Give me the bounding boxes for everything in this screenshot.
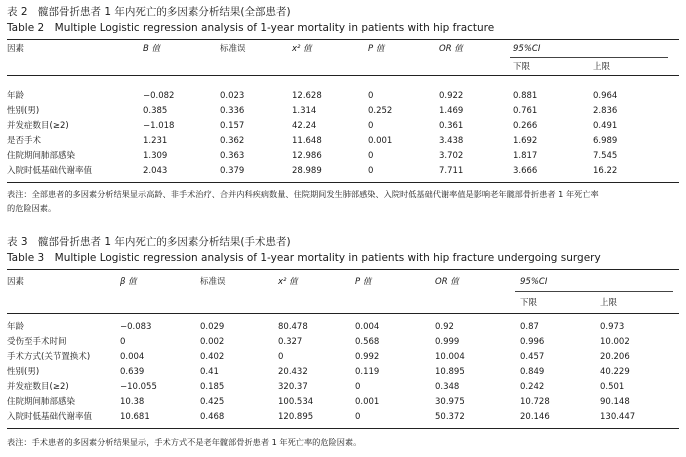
table-3-title-en: Table 3 Multiple Logistic regression analysis of 1-year mortality in patients with hip fracture undergoing surgery — [7, 252, 601, 264]
table-3-title-cn: 表 3 髋部骨折患者 1 年内死亡的多因素分析结果(手术患者) — [7, 236, 291, 248]
table-3-row-6-or: 30.975 — [435, 397, 465, 407]
table-3-row-6-se: 0.425 — [200, 397, 225, 407]
table-3-top-rule — [7, 269, 679, 270]
table-3-row-1-chi: 80.478 — [278, 322, 308, 332]
table-2-note-line-1: 表注：全部患者的多因素分析结果显示高龄、非手术治疗、合并内科疾病数量、住院期间发生肺部感染、入院时低基础代谢率值是影响老年髋部骨折患者 1 年死亡率 — [7, 189, 599, 199]
table-3-row-4-b: 0.639 — [120, 367, 145, 377]
table-2-row-5-p: 0 — [368, 151, 374, 161]
table-2-row-1-p: 0 — [368, 91, 374, 101]
table-2-row-3-se: 0.157 — [220, 121, 245, 131]
table-2-row-3-upper: 0.491 — [593, 121, 618, 131]
table-3-row-7-factor: 入院时低基础代谢率值 — [7, 412, 93, 422]
table-3-row-7-b: 10.681 — [120, 412, 150, 422]
table-2-header-b: B 值 — [143, 44, 161, 54]
table-3-row-6-lower: 10.728 — [520, 397, 550, 407]
table-3-row-2-b: 0 — [120, 337, 126, 347]
table-3-row-3-upper: 20.206 — [600, 352, 630, 362]
table-2 — [7, 6, 679, 218]
table-3-row-3-or: 10.004 — [435, 352, 465, 362]
table-3-row-5-chi: 320.37 — [278, 382, 308, 392]
table-2-header-p: P 值 — [368, 44, 385, 54]
table-3-header-or: OR 值 — [435, 277, 459, 287]
table-2-row-2-upper: 2.836 — [593, 106, 618, 116]
table-2-ci-rule — [510, 57, 668, 58]
table-3-header-se: 标准误 — [200, 277, 226, 287]
table-2-row-5-factor: 住院期间肺部感染 — [7, 151, 76, 161]
table-3-header-ci: 95%CI — [520, 277, 548, 287]
table-2-note-line-2: 的危险因素。 — [7, 203, 57, 213]
table-2-row-4-upper: 6.989 — [593, 136, 618, 146]
table-3-row-4-lower: 0.849 — [520, 367, 545, 377]
table-3-row-5-p: 0 — [355, 382, 361, 392]
table-3-row-1-p: 0.004 — [355, 322, 380, 332]
table-3-row-5-se: 0.185 — [200, 382, 225, 392]
table-3-row-4-upper: 40.229 — [600, 367, 630, 377]
table-2-row-4-p: 0.001 — [368, 136, 393, 146]
table-3-row-3-p: 0.992 — [355, 352, 380, 362]
table-3-row-7-or: 50.372 — [435, 412, 465, 422]
table-3-header-p: P 值 — [355, 277, 372, 287]
table-3-row-7-se: 0.468 — [200, 412, 225, 422]
table-2-row-2-lower: 0.761 — [513, 106, 538, 116]
table-2-header-lower: 下限 — [513, 62, 531, 72]
table-3-row-7-lower: 20.146 — [520, 412, 550, 422]
table-2-header-factor: 因素 — [7, 44, 25, 54]
table-2-row-6-factor: 入院时低基础代谢率值 — [7, 166, 93, 176]
table-2-row-3-factor: 并发症数目(≥2) — [7, 121, 69, 131]
table-2-row-6-upper: 16.22 — [593, 166, 618, 176]
table-3-row-5-upper: 0.501 — [600, 382, 625, 392]
table-3-row-3-chi: 0 — [278, 352, 284, 362]
table-2-top-rule — [7, 39, 679, 40]
table-3-header-chi: x² 值 — [278, 277, 298, 287]
table-3-row-5-or: 0.348 — [435, 382, 460, 392]
table-3-row-1-se: 0.029 — [200, 322, 225, 332]
table-3-row-7-chi: 120.895 — [278, 412, 314, 422]
table-3-row-4-se: 0.41 — [200, 367, 219, 377]
table-3-row-7-p: 0 — [355, 412, 361, 422]
table-2-row-2-chi: 1.314 — [292, 106, 317, 116]
table-2-row-6-b: 2.043 — [143, 166, 168, 176]
table-2-row-6-chi: 28.989 — [292, 166, 322, 176]
table-3-row-2-se: 0.002 — [200, 337, 225, 347]
table-3-row-5-lower: 0.242 — [520, 382, 545, 392]
table-3-row-2-p: 0.568 — [355, 337, 380, 347]
table-2-header-se: 标准误 — [220, 44, 246, 54]
table-3-row-3-factor: 手术方式(关节置换术) — [7, 352, 91, 362]
table-2-row-3-or: 0.361 — [439, 121, 464, 131]
table-2-row-5-b: 1.309 — [143, 151, 168, 161]
table-2-row-2-se: 0.336 — [220, 106, 245, 116]
table-3-row-2-chi: 0.327 — [278, 337, 303, 347]
table-3-note-line-1: 表注：手术患者的多因素分析结果显示，手术方式不是老年髋部骨折患者 1 年死亡率的危险因素。 — [7, 437, 362, 447]
table-3-row-1-factor: 年龄 — [7, 322, 25, 332]
table-3-header-b: β 值 — [120, 277, 137, 287]
table-2-row-2-factor: 性别(男) — [7, 106, 40, 116]
table-3-row-1-upper: 0.973 — [600, 322, 625, 332]
table-2-header-chi: x² 值 — [292, 44, 312, 54]
table-3-header-factor: 因素 — [7, 277, 25, 287]
table-3-row-6-factor: 住院期间肺部感染 — [7, 397, 76, 407]
table-3-row-1-or: 0.92 — [435, 322, 454, 332]
table-2-row-4-b: 1.231 — [143, 136, 168, 146]
table-3-bottom-rule — [7, 428, 679, 429]
table-2-row-3-chi: 42.24 — [292, 121, 317, 131]
table-2-row-6-lower: 3.666 — [513, 166, 538, 176]
table-3-row-1-lower: 0.87 — [520, 322, 539, 332]
table-2-row-1-se: 0.023 — [220, 91, 245, 101]
table-3 — [7, 236, 679, 454]
table-2-row-1-or: 0.922 — [439, 91, 464, 101]
table-3-header-upper: 上限 — [600, 298, 618, 308]
table-3-row-6-upper: 90.148 — [600, 397, 630, 407]
table-3-row-5-b: −10.055 — [120, 382, 157, 392]
table-2-row-5-or: 3.702 — [439, 151, 464, 161]
table-2-row-4-chi: 11.648 — [292, 136, 322, 146]
table-3-row-3-se: 0.402 — [200, 352, 225, 362]
table-3-row-3-b: 0.004 — [120, 352, 145, 362]
table-3-row-5-factor: 并发症数目(≥2) — [7, 382, 69, 392]
table-2-header-upper: 上限 — [593, 62, 611, 72]
table-2-title-cn: 表 2 髋部骨折患者 1 年内死亡的多因素分析结果(全部患者) — [7, 6, 291, 18]
table-2-header-or: OR 值 — [439, 44, 463, 54]
table-2-row-1-lower: 0.881 — [513, 91, 538, 101]
table-2-row-2-b: 0.385 — [143, 106, 168, 116]
table-3-row-4-p: 0.119 — [355, 367, 380, 377]
table-2-row-4-or: 3.438 — [439, 136, 464, 146]
table-3-ci-rule — [515, 291, 673, 292]
table-3-row-6-chi: 100.534 — [278, 397, 314, 407]
table-2-row-4-se: 0.362 — [220, 136, 245, 146]
table-2-row-5-lower: 1.817 — [513, 151, 538, 161]
table-2-row-4-factor: 是否手术 — [7, 136, 42, 146]
table-3-note — [7, 435, 679, 449]
table-2-row-2-or: 1.469 — [439, 106, 464, 116]
table-2-row-3-b: −1.018 — [143, 121, 175, 131]
table-2-row-6-p: 0 — [368, 166, 374, 176]
table-2-header-ci: 95%CI — [513, 44, 541, 54]
table-3-row-2-lower: 0.996 — [520, 337, 545, 347]
table-2-header-rule — [7, 75, 679, 76]
table-3-row-7-upper: 130.447 — [600, 412, 636, 422]
table-2-note — [7, 187, 679, 215]
table-2-row-5-se: 0.363 — [220, 151, 245, 161]
table-2-row-4-lower: 1.692 — [513, 136, 538, 146]
table-3-row-4-chi: 20.432 — [278, 367, 308, 377]
table-2-row-6-se: 0.379 — [220, 166, 245, 176]
table-2-row-2-p: 0.252 — [368, 106, 393, 116]
table-2-title-en: Table 2 Multiple Logistic regression analysis of 1-year mortality in patients with hip fracture — [7, 22, 495, 34]
table-3-row-1-b: −0.083 — [120, 322, 152, 332]
table-3-row-6-b: 10.38 — [120, 397, 145, 407]
table-2-row-3-p: 0 — [368, 121, 374, 131]
table-3-header-lower: 下限 — [520, 298, 538, 308]
table-2-row-1-factor: 年龄 — [7, 91, 25, 101]
table-2-bottom-rule — [7, 182, 679, 183]
table-3-row-2-or: 0.999 — [435, 337, 460, 347]
table-2-row-1-chi: 12.628 — [292, 91, 322, 101]
table-3-row-2-factor: 受伤至手术时间 — [7, 337, 67, 347]
table-2-row-1-upper: 0.964 — [593, 91, 618, 101]
table-2-row-6-or: 7.711 — [439, 166, 464, 176]
table-3-header-rule — [7, 313, 679, 314]
table-3-row-4-factor: 性别(男) — [7, 367, 40, 377]
table-3-row-6-p: 0.001 — [355, 397, 380, 407]
table-3-row-3-lower: 0.457 — [520, 352, 545, 362]
table-2-row-3-lower: 0.266 — [513, 121, 538, 131]
table-3-row-2-upper: 10.002 — [600, 337, 630, 347]
table-2-row-5-upper: 7.545 — [593, 151, 618, 161]
table-3-row-4-or: 10.895 — [435, 367, 465, 377]
table-2-row-1-b: −0.082 — [143, 91, 175, 101]
table-2-row-5-chi: 12.986 — [292, 151, 322, 161]
